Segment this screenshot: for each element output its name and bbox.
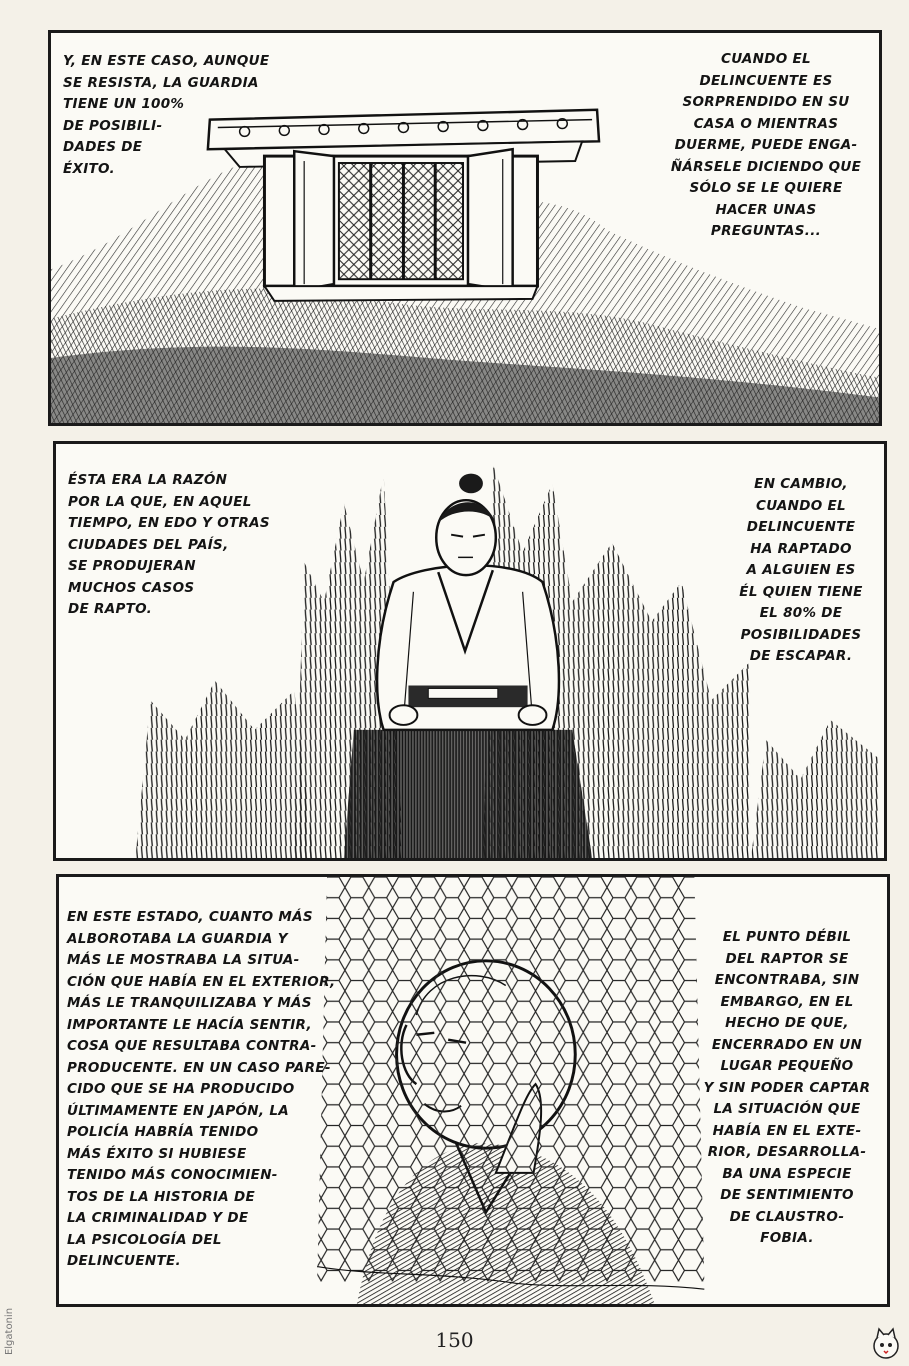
panel-samurai: [53, 441, 887, 861]
panel-window: [48, 30, 882, 426]
caption-narration-right: CUANDO EL DELINCUENTE ES SORPRENDIDO EN SU CASA O MIENTRAS DUERME, PUEDE ENGA- ÑÁRSELE DICIENDO QUE SÓLO SE LE QUIERE HACER UNAS PREGUNTAS...: [670, 51, 862, 239]
caption-narration-left: EN ESTE ESTADO, CUANTO MÁS ALBOROTABA LA GUARDIA Y MÁS LE MOSTRABA LA SITUA- CIÓN QUE HABÍA EN EL EXTERIOR, MÁS LE TRANQUILIZABA Y MÁS IMPORTANTE LE HACÍA SENTIR, COSA QUE RESULTABA CONTRA- PRODUCENTE. EN UN CASO PARE- CIDO QUE SE HA PRODUCIDO ÚLTIMAMENTE EN JAPÓN, LA POLICÍA HABRÍA TENIDO MÁS ÉXITO SI HUBIESE TENIDO MÁS CONOCIMIEN- TOS DE LA HISTORIA DE LA CRIMINALIDAD Y DE LA PSICOLOGÍA DEL DELINCUENTE.: [67, 909, 336, 1269]
page-number: 150: [435, 1328, 474, 1352]
caption-narration-right: EL PUNTO DÉBIL DEL RAPTOR SE ENCONTRABA, SIN EMBARGO, EN EL HECHO DE QUE, ENCERRADO EN UN LUGAR PEQUEÑO Y SIN PODER CAPTAR LA SITUACIÓN QUE HABÍA EN EL EXTE- RIOR, DESARROLLA- BA UNA ESPECIE DE SENTIMIENTO DE CLAUSTRO- FOBIA.: [703, 929, 871, 1246]
panel-captive: [56, 874, 890, 1307]
cat-logo-icon: [868, 1326, 904, 1362]
side-watermark: Elgatonin: [4, 1307, 16, 1356]
caption-narration-left: ÉSTA ERA LA RAZÓN POR LA QUE, EN AQUEL TIEMPO, EN EDO Y OTRAS CIUDADES DEL PAÍS, SE PRODUJERAN MUCHOS CASOS DE RAPTO.: [68, 472, 270, 617]
caption-narration-right: EN CAMBIO, CUANDO EL DELINCUENTE HA RAPTADO A ALGUIEN ES ÉL QUIEN TIENE EL 80% DE POSIBILIDADES DE ESCAPAR.: [739, 476, 863, 664]
caption-narration-left: Y, EN ESTE CASO, AUNQUE SE RESISTA, LA GUARDIA TIENE UN 100% DE POSIBILI- DADES DE ÉXITO.: [63, 53, 270, 177]
